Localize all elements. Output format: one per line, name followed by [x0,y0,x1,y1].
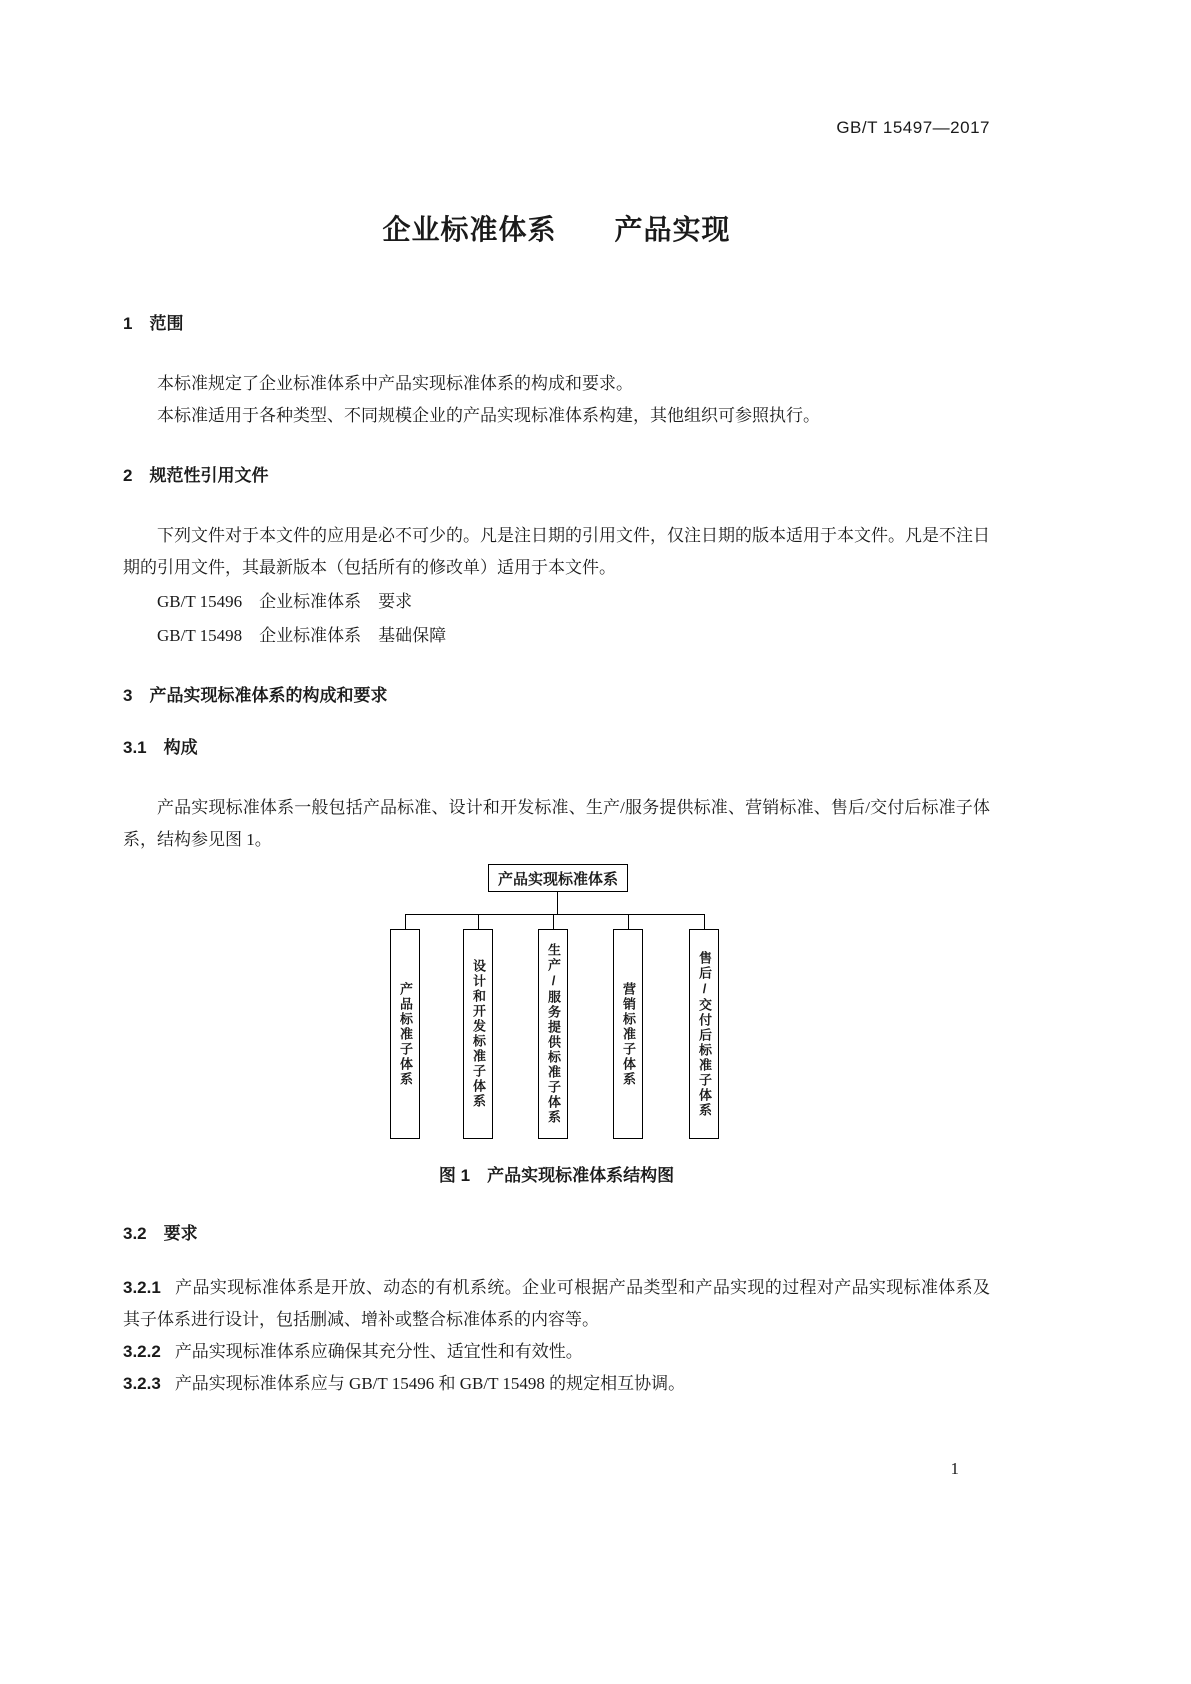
connector-stub-2 [478,914,479,929]
connector-root-stub [557,892,558,914]
doc-number: GB/T 15497—2017 [836,118,990,137]
connector-stub-5 [704,914,705,929]
figure-1-structure-diagram [123,864,990,1139]
connector-horizontal-line [405,914,705,915]
clause-3-2-3-number: 3.2.3 [123,1374,161,1393]
clause-3-2-1-number: 3.2.1 [123,1278,161,1297]
diagram-box-after-sales: 售后/交付后标准子体系 [689,929,719,1139]
page-number: 1 [950,1459,959,1478]
connector-stub-1 [405,914,406,929]
clause-3-2-1-text: 产品实现标准体系是开放、动态的有机系统。企业可根据产品类型和产品实现的过程对产品实现标准体系及其子体系进行设计，包括删减、增补或整合标准体系的内容等。 [123,1278,990,1329]
clause-3-2-2-number: 3.2.2 [123,1342,161,1361]
section-3-1-heading: 3.1 构成 [123,738,198,757]
normative-reference-2: GB/T 15498 企业标准体系 基础保障 [157,626,447,645]
clause-3-2-2-text: 产品实现标准体系应确保其充分性、适宜性和有效性。 [174,1342,583,1361]
section-1-paragraph-2: 本标准适用于各种类型、不同规模企业的产品实现标准体系构建，其他组织可参照执行。 [157,406,820,425]
connector-stub-3 [553,914,554,929]
normative-reference-1: GB/T 15496 企业标准体系 要求 [157,592,413,611]
clause-3-2-1 [123,1272,990,1336]
diagram-root-box: 产品实现标准体系 [488,864,628,892]
clause-3-2-3-text: 产品实现标准体系应与 GB/T 15496 和 GB/T 15498 的规定相互协调。 [174,1374,686,1393]
diagram-box-design-development: 设计和开发标准子体系 [463,929,493,1139]
connector-stub-4 [628,914,629,929]
section-1-paragraph-1: 本标准规定了企业标准体系中产品实现标准体系的构成和要求。 [157,374,633,393]
clause-3-2-3 [123,1368,990,1400]
section-3-2-heading: 3.2 要求 [123,1224,198,1243]
doc-title: 企业标准体系 产品实现 [382,214,731,245]
clause-3-2-2 [123,1336,990,1368]
diagram-box-marketing: 营销标准子体系 [613,929,643,1139]
diagram-box-product-standards: 产品标准子体系 [390,929,420,1139]
section-2-heading: 2 规范性引用文件 [123,466,269,485]
section-3-1-paragraph: 产品实现标准体系一般包括产品标准、设计和开发标准、生产/服务提供标准、营销标准、售后/交付后标准子体系，结构参见图 1。 [123,798,990,849]
section-3-heading: 3 产品实现标准体系的构成和要求 [123,686,388,705]
document-header [123,0,990,138]
section-1-heading: 1 范围 [123,314,184,333]
figure-1-caption: 图 1 产品实现标准体系结构图 [438,1166,675,1185]
section-2-paragraph-1: 下列文件对于本文件的应用是必不可少的。凡是注日期的引用文件，仅注日期的版本适用于本文件。凡是不注日期的引用文件，其最新版本（包括所有的修改单）适用于本文件。 [123,526,990,577]
diagram-box-production-service: 生产/服务提供标准子体系 [538,929,568,1139]
